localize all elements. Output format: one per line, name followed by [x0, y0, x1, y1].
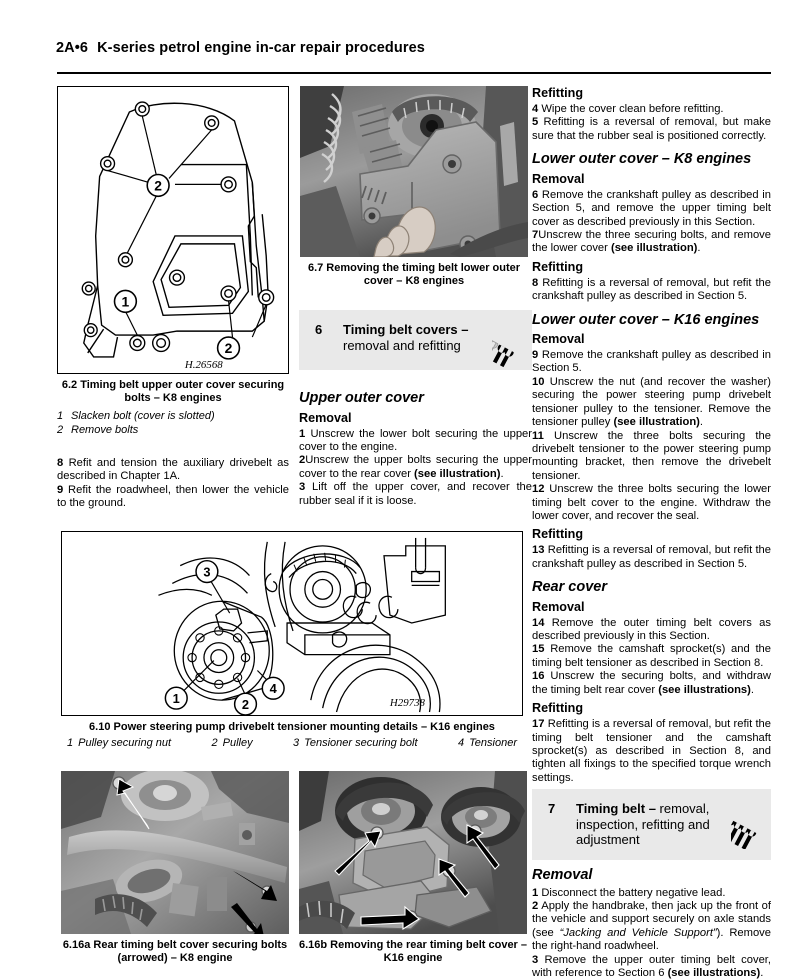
step-text: Unscrew the three bolts securing the lower timing belt cover to the engine. Withdraw the lower cover, and recover the seal. — [532, 483, 772, 522]
section-title-bold: Timing belt covers – — [343, 322, 469, 337]
step-number: 8 — [532, 276, 539, 289]
step-text: Remove the camshaft sprocket(s) and the timing belt tensioner as described in Section 8. — [532, 643, 771, 669]
step-text: Unscrew the three bolts securing the drivebelt tensioner to the power steering pump mounting bracket, then remove the drivebelt tensioner. — [532, 429, 771, 482]
step-text: Wipe the cover clean before refitting. — [541, 103, 724, 115]
step-17 — [532, 718, 771, 785]
step-8 — [57, 457, 289, 484]
svg-text:3: 3 — [203, 564, 211, 580]
drawing-reference-label: H29738 — [389, 697, 425, 710]
step-text: Remove the outer timing belt covers as described previously in this Section. — [532, 616, 771, 643]
section-title-rest: removal, inspection, refitting and adjustment — [576, 801, 710, 847]
step-11 — [532, 430, 771, 484]
legend-text: Pulley — [222, 737, 253, 749]
heading-rear-cover: Rear cover — [532, 579, 607, 596]
timing-belt-upper-cover-drawing — [58, 87, 288, 373]
step-text: Remove the crankshaft pulley as described in Section 5, and remove the upper timing belt cover as described previously in this Section. — [532, 188, 772, 228]
removing-lower-cover-photo — [300, 86, 528, 257]
section-6-header — [299, 310, 532, 370]
figure-6-7-caption: 6.7 Removing the timing belt lower outer cover – K8 engines — [307, 262, 521, 287]
figure-6-16b — [299, 771, 527, 965]
ps-pump-tensioner-drawing — [62, 532, 522, 715]
section-7-header — [532, 789, 771, 860]
step-text: Disconnect the battery negative lead. — [541, 886, 726, 899]
svg-text:2: 2 — [224, 339, 233, 356]
legend-number: 1 — [67, 737, 74, 749]
removing-rear-cover-photo — [299, 771, 527, 934]
heading-refitting-rear: Refitting — [532, 701, 584, 716]
step-number: 17 — [532, 718, 545, 731]
step-number: 11 — [532, 429, 544, 442]
figure-6-16b-photo — [299, 771, 527, 934]
svg-text:2: 2 — [241, 697, 250, 713]
step-13 — [532, 544, 771, 571]
figure-6-2 — [57, 86, 289, 437]
step-number: 3 — [299, 481, 306, 494]
step-text: Refit and tension the auxiliary drivebelt as described in Chapter 1A. — [57, 457, 290, 483]
legend-number: 3 — [293, 737, 300, 749]
step-text: Refitting is a reversal of removal, but make sure that the rubber seal is positioned correctly. — [532, 116, 771, 142]
step-text-pre: Apply the handbrake, then jack up the front of the vehicle and support securely on axle stands (see — [532, 899, 771, 939]
step-9-right — [532, 349, 771, 376]
step-text: Refitting is a reversal of removal, but refit the timing belt tensioner and the camshaft sprocket(s) as described in Section 8, and tighten all fixings to the specified torque wrench settings. — [532, 718, 772, 784]
step-number: 13 — [532, 544, 545, 557]
step-number: 4 — [532, 103, 539, 115]
step-3-sec7 — [532, 954, 771, 980]
callout-2 — [235, 693, 257, 715]
page-header — [56, 40, 425, 56]
step-7 — [532, 229, 771, 256]
spanner-rating-icon — [492, 318, 526, 370]
step-number: 14 — [532, 616, 545, 629]
figure-6-10-legend — [61, 737, 523, 749]
step-number: 6 — [532, 188, 539, 201]
step-text: Remove the crankshaft pulley as described in Section 5. — [532, 349, 772, 375]
section-number: 7 — [548, 801, 556, 816]
callout-3 — [196, 561, 218, 583]
step-text-pre: Unscrew the upper bolts securing the upper cover to the rear cover — [299, 454, 532, 480]
see-illustration-ref: (see illustration) — [414, 467, 501, 480]
legend-text: Tensioner securing bolt — [304, 737, 418, 749]
step-14 — [532, 617, 771, 644]
legend-item-2 — [212, 737, 253, 749]
figure-6-16a — [61, 771, 289, 965]
step-6 — [532, 189, 771, 229]
figure-6-2-legend-item-2 — [57, 423, 289, 437]
step-4 — [532, 103, 771, 116]
heading-removal-k16: Removal — [532, 332, 585, 347]
step-3 — [299, 481, 532, 508]
section-title-bold: Timing belt – — [576, 801, 656, 816]
step-number: 9 — [532, 349, 539, 362]
figure-6-10-caption: 6.10 Power steering pump drivebelt tensioner mounting details – K16 engines — [89, 721, 495, 733]
section-7-body — [532, 868, 771, 980]
chapter-reference: 2A•6 — [56, 40, 89, 56]
step-9 — [57, 484, 289, 511]
step-text-pre: Remove the upper outer timing belt cover, with reference to Section 6 — [532, 953, 772, 979]
figure-6-16b-caption: 6.16b Removing the rear timing belt cover – K16 engine — [299, 939, 528, 964]
step-number: 7 — [532, 228, 539, 241]
step-2 — [299, 454, 532, 481]
step-8-right — [532, 277, 771, 304]
step-number: 1 — [532, 886, 539, 899]
heading-lower-outer-cover-k16: Lower outer cover – K16 engines — [532, 311, 760, 328]
step-text: Refitting is a reversal of removal, but refit the crankshaft pulley as described in Section 5. — [532, 544, 772, 570]
figure-6-2-legend-item-1 — [57, 409, 289, 423]
step-text-post: ). Remove the right-hand roadwheel. — [532, 926, 771, 953]
figure-6-7 — [300, 86, 528, 288]
callout-2-lower — [218, 337, 240, 359]
right-column — [532, 86, 771, 785]
drawing-reference-label: H.26568 — [184, 358, 223, 371]
step-number: 5 — [532, 116, 539, 129]
header-divider — [57, 72, 771, 74]
heading-refitting-k16: Refitting — [532, 527, 584, 542]
step-1-sec7 — [532, 887, 771, 900]
step-text: Refit the roadwheel, then lower the vehicle to the ground. — [57, 483, 290, 510]
step-12 — [532, 483, 771, 523]
legend-number: 2 — [211, 737, 218, 749]
rear-cover-bolts-photo — [61, 771, 289, 934]
step-number: 10 — [532, 375, 545, 388]
step-text-post: . — [697, 242, 701, 255]
figure-6-10 — [61, 531, 523, 749]
step-text-post: . — [750, 683, 754, 696]
svg-text:1: 1 — [172, 691, 180, 707]
heading-upper-outer-cover: Upper outer cover — [299, 390, 424, 406]
see-illustrations-ref: (see illustrations) — [658, 683, 751, 696]
step-number: 8 — [57, 457, 64, 469]
svg-text:1: 1 — [121, 293, 130, 310]
heading-removal-7: Removal — [532, 867, 593, 883]
step-text-pre: Unscrew the securing bolts, and withdraw the timing belt rear cover — [532, 670, 772, 696]
legend-number: 1 — [57, 410, 64, 422]
legend-item-3 — [293, 737, 417, 749]
heading-removal: Removal — [299, 410, 352, 425]
section-number: 6 — [315, 322, 323, 337]
step-1 — [299, 428, 532, 455]
step-text-pre: Unscrew the nut (and recover the washer) securing the power steering pump drivebelt tensioner pulley to the tensioner. Remove the tensioner pulley — [532, 375, 772, 429]
svg-text:2: 2 — [154, 177, 162, 194]
see-illustrations-ref: (see illustrations) — [667, 966, 761, 979]
section-title — [343, 322, 486, 353]
figure-6-16a-caption: 6.16a Rear timing belt cover securing bolts (arrowed) – K8 engine — [62, 939, 288, 964]
step-number: 15 — [532, 643, 545, 656]
page-title: K-series petrol engine in-car repair procedures — [97, 40, 425, 56]
legend-item-1 — [67, 737, 171, 749]
heading-lower-outer-cover-k8: Lower outer cover – K8 engines — [532, 151, 752, 168]
step-number: 9 — [57, 483, 64, 496]
step-2-sec7 — [532, 900, 771, 954]
step-number: 3 — [532, 953, 539, 966]
mid-column-text — [299, 382, 532, 508]
left-column-steps — [57, 457, 289, 511]
legend-number: 4 — [457, 737, 465, 749]
figure-6-2-frame — [57, 86, 289, 374]
figure-6-2-caption: 6.2 Timing belt upper outer cover securing bolts – K8 engines — [61, 379, 285, 404]
step-10 — [532, 376, 771, 430]
section-title — [576, 801, 725, 848]
see-illustration-ref: (see illustration) — [613, 416, 700, 429]
legend-text: Pulley securing nut — [78, 737, 172, 749]
figure-6-16a-photo — [61, 771, 289, 934]
step-text: Refitting is a reversal of removal, but refit the crankshaft pulley as described in Section 5. — [532, 276, 772, 303]
reference-title: “Jacking and Vehicle Support” — [559, 926, 717, 939]
step-text-post: . — [699, 416, 704, 429]
callout-4 — [262, 677, 284, 699]
step-number: 2 — [532, 899, 539, 912]
heading-removal-k8: Removal — [532, 171, 585, 186]
step-16 — [532, 670, 771, 697]
figure-6-7-photo — [300, 86, 528, 257]
spanner-rating-icon — [731, 797, 765, 849]
step-5 — [532, 116, 771, 143]
heading-refitting-1: Refitting — [532, 86, 584, 100]
step-text: Unscrew the lower bolt securing the upper cover to the engine. — [299, 427, 532, 453]
see-illustration-ref: (see illustration) — [610, 242, 698, 255]
step-number: 2 — [299, 454, 306, 467]
heading-refitting-k8: Refitting — [532, 259, 584, 274]
section-title-rest: removal and refitting — [343, 337, 461, 353]
legend-text: Tensioner — [469, 737, 517, 749]
step-text-post: . — [760, 966, 764, 979]
callout-1 — [165, 687, 187, 709]
callout-2-upper — [147, 174, 169, 196]
legend-number: 2 — [57, 424, 64, 436]
step-number: 12 — [532, 483, 545, 496]
legend-item-4 — [458, 737, 517, 749]
step-number: 1 — [299, 427, 306, 440]
step-text-post: . — [500, 467, 504, 480]
step-number: 16 — [532, 670, 545, 683]
legend-text: Slacken bolt (cover is slotted) — [71, 410, 215, 422]
step-text: Lift off the upper cover, and recover the rubber seal if it is loose. — [299, 481, 533, 507]
svg-text:4: 4 — [269, 681, 277, 697]
callout-1 — [115, 290, 137, 312]
heading-removal-rear: Removal — [532, 599, 585, 614]
step-text-pre: Unscrew the three securing bolts, and remove the lower cover — [532, 228, 771, 255]
figure-6-10-frame — [61, 531, 523, 716]
step-15 — [532, 643, 771, 670]
legend-text: Remove bolts — [71, 424, 139, 436]
